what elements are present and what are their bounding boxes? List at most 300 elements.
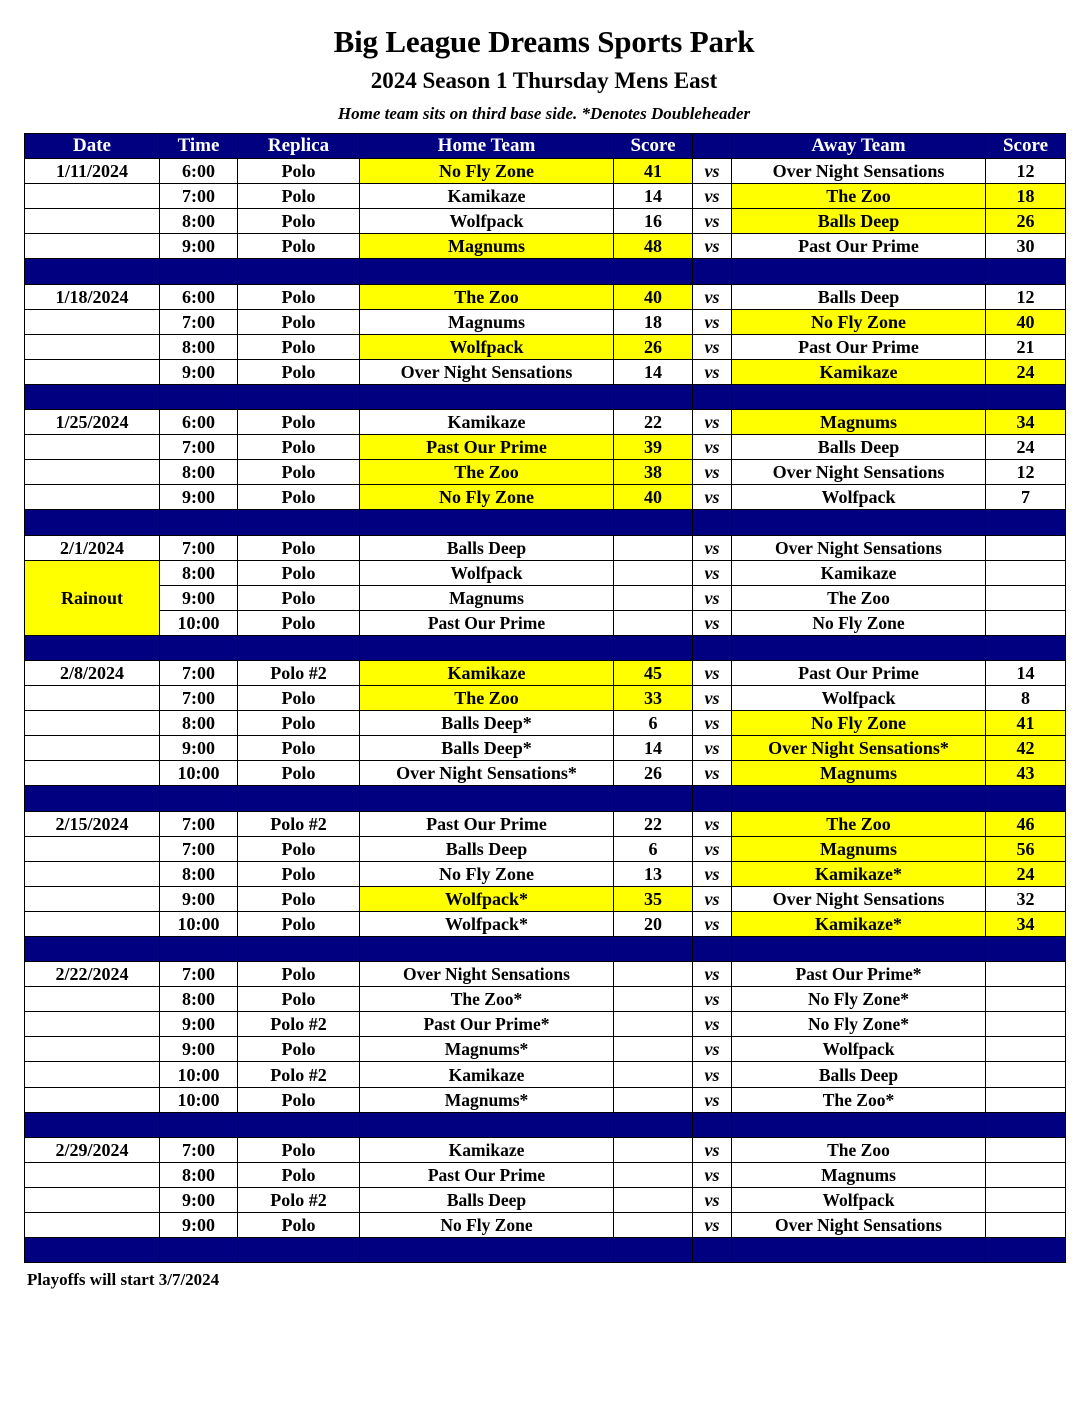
home-score-cell: 6 [614, 836, 693, 861]
separator-cell [986, 635, 1066, 660]
date-cell [25, 1162, 160, 1187]
separator-cell [25, 384, 160, 409]
away-team-cell: Over Night Sensations [732, 535, 986, 560]
week-separator [25, 786, 1066, 811]
replica-cell: Polo [238, 585, 360, 610]
game-row [25, 886, 1066, 911]
date-cell [25, 1187, 160, 1212]
date-cell: 2/29/2024 [25, 1137, 160, 1162]
away-score-cell [986, 962, 1066, 987]
vs-cell: vs [693, 1162, 732, 1187]
away-team-cell: Over Night Sensations [732, 886, 986, 911]
date-cell [25, 911, 160, 936]
time-cell: 7:00 [160, 309, 238, 334]
vs-cell: vs [693, 1187, 732, 1212]
replica-cell: Polo [238, 485, 360, 510]
game-row [25, 410, 1066, 435]
game-row [25, 610, 1066, 635]
date-cell [25, 234, 160, 259]
game-row [25, 460, 1066, 485]
separator-cell [614, 635, 693, 660]
vs-cell: vs [693, 911, 732, 936]
away-score-cell: 41 [986, 711, 1066, 736]
vs-cell: vs [693, 1062, 732, 1087]
vs-cell: vs [693, 410, 732, 435]
away-score-cell: 12 [986, 159, 1066, 184]
game-row [25, 560, 1066, 585]
vs-cell: vs [693, 660, 732, 685]
replica-cell: Polo [238, 962, 360, 987]
time-cell: 9:00 [160, 886, 238, 911]
time-cell: 9:00 [160, 234, 238, 259]
replica-cell: Polo [238, 836, 360, 861]
game-row [25, 761, 1066, 786]
separator-cell [693, 384, 732, 409]
home-team-cell: Over Night Sensations [360, 359, 614, 384]
time-cell: 8:00 [160, 1162, 238, 1187]
vs-cell: vs [693, 184, 732, 209]
away-team-cell: The Zoo [732, 1137, 986, 1162]
vs-cell: vs [693, 1087, 732, 1112]
home-team-cell: Past Our Prime [360, 811, 614, 836]
away-score-cell: 56 [986, 836, 1066, 861]
game-row [25, 309, 1066, 334]
away-score-cell [986, 1162, 1066, 1187]
separator-cell [160, 384, 238, 409]
home-score-cell [614, 1137, 693, 1162]
game-row [25, 1037, 1066, 1062]
home-score-cell: 38 [614, 460, 693, 485]
col-header-home-score: Score [614, 134, 693, 159]
vs-cell: vs [693, 159, 732, 184]
away-score-cell: 24 [986, 435, 1066, 460]
vs-cell: vs [693, 309, 732, 334]
week-separator [25, 259, 1066, 284]
time-cell: 9:00 [160, 585, 238, 610]
home-team-cell: The Zoo* [360, 987, 614, 1012]
home-team-cell: Over Night Sensations* [360, 761, 614, 786]
week-separator [25, 510, 1066, 535]
replica-cell: Polo [238, 736, 360, 761]
vs-cell: vs [693, 1137, 732, 1162]
date-cell: 1/11/2024 [25, 159, 160, 184]
home-team-cell: Wolfpack* [360, 886, 614, 911]
game-row [25, 911, 1066, 936]
time-cell: 7:00 [160, 686, 238, 711]
vs-cell: vs [693, 359, 732, 384]
date-cell [25, 485, 160, 510]
home-team-cell: Magnums* [360, 1037, 614, 1062]
game-row [25, 1187, 1066, 1212]
replica-cell: Polo [238, 711, 360, 736]
date-cell [25, 1012, 160, 1037]
replica-cell: Polo [238, 359, 360, 384]
home-score-cell [614, 1012, 693, 1037]
vs-cell: vs [693, 209, 732, 234]
week-separator [25, 384, 1066, 409]
away-score-cell: 46 [986, 811, 1066, 836]
replica-cell: Polo [238, 460, 360, 485]
home-team-cell: No Fly Zone [360, 861, 614, 886]
time-cell: 8:00 [160, 334, 238, 359]
away-score-cell: 34 [986, 911, 1066, 936]
home-team-cell: Wolfpack [360, 209, 614, 234]
away-score-cell [986, 1062, 1066, 1087]
home-score-cell [614, 962, 693, 987]
away-score-cell: 14 [986, 660, 1066, 685]
separator-cell [160, 786, 238, 811]
away-team-cell: Magnums [732, 1162, 986, 1187]
home-score-cell [614, 1062, 693, 1087]
replica-cell: Polo [238, 435, 360, 460]
home-score-cell [614, 610, 693, 635]
separator-cell [693, 1112, 732, 1137]
separator-cell [986, 259, 1066, 284]
time-cell: 6:00 [160, 159, 238, 184]
time-cell: 7:00 [160, 1137, 238, 1162]
replica-cell: Polo #2 [238, 1187, 360, 1212]
home-score-cell: 14 [614, 359, 693, 384]
away-team-cell: Wolfpack [732, 686, 986, 711]
home-team-cell: Wolfpack [360, 560, 614, 585]
home-team-cell: The Zoo [360, 284, 614, 309]
home-team-cell: Magnums [360, 234, 614, 259]
home-score-cell: 48 [614, 234, 693, 259]
home-score-cell [614, 560, 693, 585]
game-row [25, 435, 1066, 460]
game-row [25, 334, 1066, 359]
home-score-cell: 20 [614, 911, 693, 936]
home-score-cell: 45 [614, 660, 693, 685]
game-row [25, 962, 1066, 987]
away-team-cell: No Fly Zone [732, 610, 986, 635]
vs-cell: vs [693, 435, 732, 460]
date-cell: 2/22/2024 [25, 962, 160, 987]
separator-cell [693, 510, 732, 535]
separator-cell [732, 635, 986, 660]
vs-cell: vs [693, 460, 732, 485]
date-cell [25, 736, 160, 761]
home-team-cell: Wolfpack* [360, 911, 614, 936]
time-cell: 10:00 [160, 761, 238, 786]
home-team-cell: Past Our Prime [360, 1162, 614, 1187]
date-cell [25, 1213, 160, 1238]
home-team-cell: Kamikaze [360, 1137, 614, 1162]
game-row [25, 1012, 1066, 1037]
col-header-home-team: Home Team [360, 134, 614, 159]
vs-cell: vs [693, 535, 732, 560]
away-score-cell: 30 [986, 234, 1066, 259]
home-score-cell: 26 [614, 334, 693, 359]
away-team-cell: Magnums [732, 410, 986, 435]
separator-cell [160, 1112, 238, 1137]
playoffs-footer: Playoffs will start 3/7/2024 [27, 1270, 220, 1289]
away-team-cell: Wolfpack [732, 1187, 986, 1212]
replica-cell: Polo [238, 886, 360, 911]
date-cell: 2/15/2024 [25, 811, 160, 836]
away-team-cell: Over Night Sensations [732, 159, 986, 184]
game-row [25, 209, 1066, 234]
vs-cell: vs [693, 560, 732, 585]
away-team-cell: The Zoo [732, 811, 986, 836]
time-cell: 9:00 [160, 485, 238, 510]
time-cell: 9:00 [160, 1187, 238, 1212]
home-score-cell: 26 [614, 761, 693, 786]
game-row [25, 1137, 1066, 1162]
home-team-cell: Magnums [360, 309, 614, 334]
separator-cell [986, 786, 1066, 811]
home-score-cell [614, 1213, 693, 1238]
separator-cell [160, 510, 238, 535]
away-score-cell: 12 [986, 284, 1066, 309]
replica-cell: Polo [238, 209, 360, 234]
home-score-cell [614, 1087, 693, 1112]
away-score-cell [986, 1187, 1066, 1212]
vs-cell: vs [693, 886, 732, 911]
replica-cell: Polo [238, 610, 360, 635]
time-cell: 7:00 [160, 535, 238, 560]
separator-cell [360, 259, 614, 284]
vs-cell: vs [693, 962, 732, 987]
game-row [25, 861, 1066, 886]
time-cell: 8:00 [160, 987, 238, 1012]
replica-cell: Polo [238, 560, 360, 585]
away-score-cell [986, 1012, 1066, 1037]
time-cell: 8:00 [160, 861, 238, 886]
col-header-vs [693, 134, 732, 159]
time-cell: 9:00 [160, 1012, 238, 1037]
time-cell: 10:00 [160, 1087, 238, 1112]
away-team-cell: Wolfpack [732, 1037, 986, 1062]
separator-cell [238, 1238, 360, 1263]
game-row [25, 1162, 1066, 1187]
home-score-cell: 14 [614, 184, 693, 209]
vs-cell: vs [693, 284, 732, 309]
away-team-cell: Balls Deep [732, 284, 986, 309]
time-cell: 9:00 [160, 736, 238, 761]
week-separator [25, 635, 1066, 660]
time-cell: 9:00 [160, 1037, 238, 1062]
away-score-cell [986, 535, 1066, 560]
home-score-cell: 33 [614, 686, 693, 711]
replica-cell: Polo [238, 334, 360, 359]
separator-cell [25, 635, 160, 660]
vs-cell: vs [693, 811, 732, 836]
away-team-cell: Past Our Prime [732, 234, 986, 259]
time-cell: 7:00 [160, 836, 238, 861]
schedule-table [24, 133, 1066, 1263]
away-team-cell: Balls Deep [732, 209, 986, 234]
away-score-cell: 34 [986, 410, 1066, 435]
date-cell [25, 1087, 160, 1112]
home-team-cell: Past Our Prime [360, 435, 614, 460]
separator-cell [732, 786, 986, 811]
away-score-cell [986, 1037, 1066, 1062]
home-team-cell: Balls Deep [360, 836, 614, 861]
replica-cell: Polo [238, 861, 360, 886]
vs-cell: vs [693, 234, 732, 259]
home-team-cell: Balls Deep* [360, 736, 614, 761]
home-score-cell: 6 [614, 711, 693, 736]
away-team-cell: Past Our Prime* [732, 962, 986, 987]
game-row [25, 234, 1066, 259]
date-cell [25, 761, 160, 786]
game-row [25, 660, 1066, 685]
separator-cell [986, 384, 1066, 409]
home-score-cell: 40 [614, 284, 693, 309]
time-cell: 8:00 [160, 560, 238, 585]
home-team-cell: No Fly Zone [360, 159, 614, 184]
away-score-cell: 24 [986, 861, 1066, 886]
separator-cell [238, 937, 360, 962]
game-row [25, 535, 1066, 560]
away-team-cell: Kamikaze* [732, 911, 986, 936]
separator-cell [732, 1238, 986, 1263]
col-header-away-score: Score [986, 134, 1066, 159]
game-row [25, 811, 1066, 836]
vs-cell: vs [693, 861, 732, 886]
separator-cell [25, 1112, 160, 1137]
away-team-cell: Magnums [732, 761, 986, 786]
vs-cell: vs [693, 1213, 732, 1238]
home-team-cell: The Zoo [360, 460, 614, 485]
home-score-cell: 16 [614, 209, 693, 234]
game-row [25, 1213, 1066, 1238]
separator-cell [160, 1238, 238, 1263]
home-score-cell [614, 585, 693, 610]
time-cell: 7:00 [160, 435, 238, 460]
vs-cell: vs [693, 334, 732, 359]
rainout-label: Rainout [25, 560, 160, 635]
separator-cell [986, 937, 1066, 962]
away-team-cell: The Zoo [732, 184, 986, 209]
home-team-cell: The Zoo [360, 686, 614, 711]
date-cell: 2/8/2024 [25, 660, 160, 685]
away-team-cell: Over Night Sensations [732, 460, 986, 485]
separator-cell [693, 259, 732, 284]
away-score-cell [986, 585, 1066, 610]
away-team-cell: Balls Deep [732, 435, 986, 460]
home-score-cell [614, 987, 693, 1012]
vs-cell: vs [693, 736, 732, 761]
home-team-cell: No Fly Zone [360, 1213, 614, 1238]
page-title: Big League Dreams Sports Park [333, 24, 755, 59]
game-row [25, 359, 1066, 384]
vs-cell: vs [693, 836, 732, 861]
time-cell: 8:00 [160, 460, 238, 485]
away-score-cell: 43 [986, 761, 1066, 786]
replica-cell: Polo [238, 1087, 360, 1112]
time-cell: 6:00 [160, 284, 238, 309]
replica-cell: Polo [238, 234, 360, 259]
time-cell: 7:00 [160, 660, 238, 685]
away-score-cell [986, 1087, 1066, 1112]
away-team-cell: Over Night Sensations* [732, 736, 986, 761]
home-team-cell: Past Our Prime* [360, 1012, 614, 1037]
home-score-cell [614, 1037, 693, 1062]
away-team-cell: No Fly Zone* [732, 1012, 986, 1037]
separator-cell [238, 635, 360, 660]
away-team-cell: Kamikaze [732, 359, 986, 384]
vs-cell: vs [693, 1012, 732, 1037]
replica-cell: Polo [238, 1037, 360, 1062]
away-team-cell: No Fly Zone [732, 309, 986, 334]
time-cell: 7:00 [160, 962, 238, 987]
game-row [25, 585, 1066, 610]
home-team-cell: No Fly Zone [360, 485, 614, 510]
replica-cell: Polo [238, 1213, 360, 1238]
vs-cell: vs [693, 686, 732, 711]
home-team-cell: Past Our Prime [360, 610, 614, 635]
separator-cell [693, 635, 732, 660]
vs-cell: vs [693, 761, 732, 786]
home-score-cell: 39 [614, 435, 693, 460]
separator-cell [614, 259, 693, 284]
separator-cell [25, 786, 160, 811]
separator-cell [732, 937, 986, 962]
date-cell [25, 1037, 160, 1062]
week-separator [25, 1112, 1066, 1137]
away-team-cell: Past Our Prime [732, 334, 986, 359]
date-cell [25, 460, 160, 485]
home-score-cell: 22 [614, 811, 693, 836]
home-score-cell: 40 [614, 485, 693, 510]
separator-cell [360, 1238, 614, 1263]
replica-cell: Polo #2 [238, 660, 360, 685]
separator-cell [160, 937, 238, 962]
separator-cell [614, 384, 693, 409]
home-team-cell: Over Night Sensations [360, 962, 614, 987]
away-score-cell: 18 [986, 184, 1066, 209]
date-cell [25, 987, 160, 1012]
replica-cell: Polo [238, 284, 360, 309]
away-team-cell: Over Night Sensations [732, 1213, 986, 1238]
away-team-cell: Magnums [732, 836, 986, 861]
date-cell: 1/25/2024 [25, 410, 160, 435]
date-cell [25, 359, 160, 384]
separator-cell [693, 1238, 732, 1263]
week-separator [25, 937, 1066, 962]
replica-cell: Polo #2 [238, 1062, 360, 1087]
date-cell [25, 711, 160, 736]
separator-cell [614, 937, 693, 962]
separator-cell [732, 259, 986, 284]
game-row [25, 686, 1066, 711]
game-row [25, 485, 1066, 510]
separator-cell [238, 259, 360, 284]
replica-cell: Polo [238, 987, 360, 1012]
separator-cell [693, 937, 732, 962]
away-score-cell [986, 610, 1066, 635]
away-score-cell [986, 560, 1066, 585]
away-score-cell: 40 [986, 309, 1066, 334]
separator-cell [238, 1112, 360, 1137]
time-cell: 7:00 [160, 184, 238, 209]
time-cell: 6:00 [160, 410, 238, 435]
separator-cell [614, 510, 693, 535]
time-cell: 9:00 [160, 1213, 238, 1238]
replica-cell: Polo [238, 686, 360, 711]
game-row [25, 836, 1066, 861]
away-score-cell [986, 1213, 1066, 1238]
game-row [25, 284, 1066, 309]
vs-cell: vs [693, 987, 732, 1012]
time-cell: 10:00 [160, 911, 238, 936]
away-score-cell: 12 [986, 460, 1066, 485]
away-team-cell: No Fly Zone [732, 711, 986, 736]
replica-cell: Polo #2 [238, 1012, 360, 1037]
away-score-cell [986, 987, 1066, 1012]
